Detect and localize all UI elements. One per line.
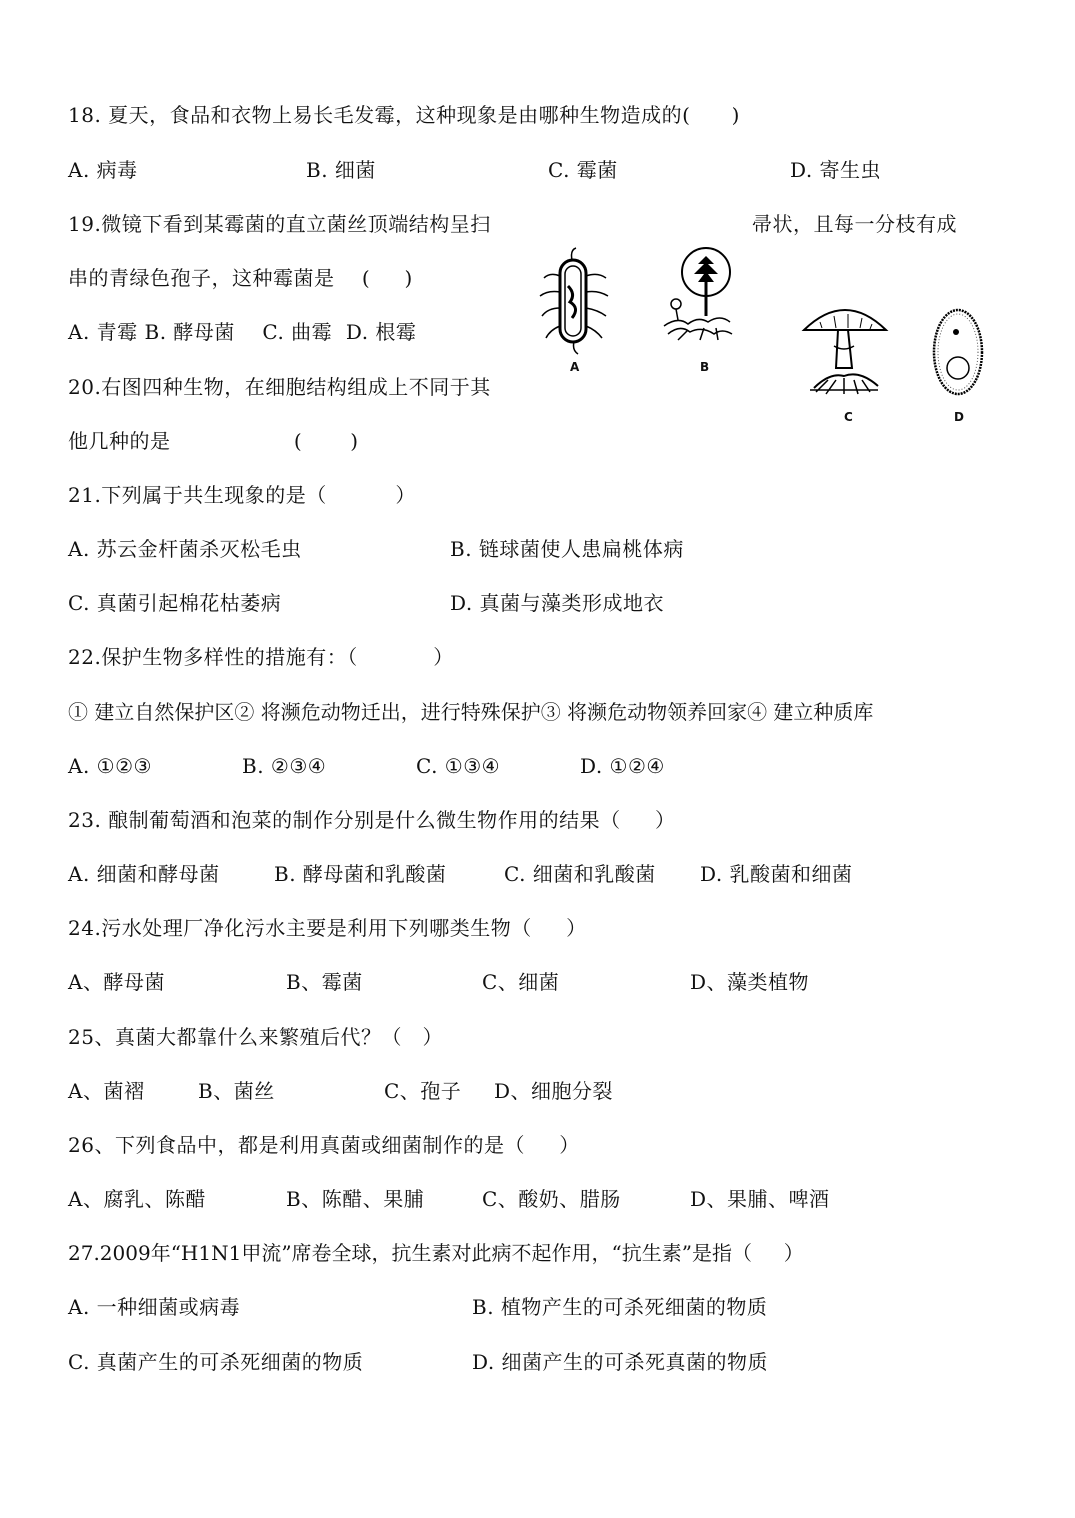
q27-option-c: C. 真菌产生的可杀死细菌的物质 <box>68 1350 364 1374</box>
q25-option-c: C、孢子 <box>384 1079 462 1103</box>
q21-option-c: C. 真菌引起棉花枯萎病 <box>68 591 282 615</box>
organism-figure <box>530 240 1000 430</box>
q27-option-a: A. 一种细菌或病毒 <box>68 1295 241 1319</box>
q18-option-b: B. 细菌 <box>306 158 376 182</box>
q22-items: ① 建立自然保护区② 将濒危动物迁出，进行特殊保护③ 将濒危动物领养回家④ 建立种质库 <box>68 700 874 724</box>
mushroom-icon <box>800 300 890 400</box>
q26-option-a: A、腐乳、陈醋 <box>68 1187 206 1211</box>
q27-stem: 27.2009年“H1N1甲流”席卷全球，抗生素对此病不起作用，“抗生素”是指（ ） <box>68 1241 804 1265</box>
bacterium-icon <box>536 246 616 356</box>
q21-option-a: A. 苏云金杆菌杀灭松毛虫 <box>68 537 302 561</box>
q24-option-b: B、霉菌 <box>286 970 363 994</box>
q24-option-d: D、藻类植物 <box>690 970 810 994</box>
q19-stem-line2: 串的青绿色孢子，这种霉菌是 ( ) <box>68 266 413 290</box>
q25-option-a: A、菌褶 <box>68 1079 145 1103</box>
q19-stem-left: 19.微镜下看到某霉菌的直立菌丝顶端结构呈扫 <box>68 212 491 236</box>
q25-option-d: D、细胞分裂 <box>494 1079 614 1103</box>
q22-option-b: B. ②③④ <box>242 754 327 778</box>
q20-stem: 20.右图四种生物，在细胞结构组成上不同于其 <box>68 375 491 399</box>
q21-stem: 21.下列属于共生现象的是（ ） <box>68 483 416 507</box>
q18-option-a: A. 病毒 <box>68 158 138 182</box>
q23-option-c: C. 细菌和乳酸菌 <box>504 862 656 886</box>
q24-option-a: A、酵母菌 <box>68 970 165 994</box>
figure-label-b: B <box>700 360 710 374</box>
mold-icon <box>658 246 738 346</box>
q19-options: A. 青霉 B. 酵母菌 C. 曲霉 D. 根霉 <box>68 320 417 344</box>
q22-option-d: D. ①②④ <box>580 754 665 778</box>
q26-stem: 26、下列食品中，都是利用真菌或细菌制作的是（ ） <box>68 1133 580 1157</box>
q23-stem: 23. 酿制葡萄酒和泡菜的制作分别是什么微生物作用的结果（ ） <box>68 808 676 832</box>
q22-option-a: A. ①②③ <box>68 754 152 778</box>
q18-option-d: D. 寄生虫 <box>790 158 882 182</box>
q18-stem: 18. 夏天，食品和衣物上易长毛发霉，这种现象是由哪种生物造成的( ) <box>68 103 740 127</box>
q23-option-a: A. 细菌和酵母菌 <box>68 862 220 886</box>
q21-option-b: B. 链球菌使人患扁桃体病 <box>450 537 684 561</box>
q26-option-c: C、酸奶、腊肠 <box>482 1187 621 1211</box>
figure-label-a: A <box>570 360 580 374</box>
q18-option-c: C. 霉菌 <box>548 158 618 182</box>
yeast-cell-icon <box>928 306 988 398</box>
q26-option-b: B、陈醋、果脯 <box>286 1187 425 1211</box>
q27-option-d: D. 细菌产生的可杀死真菌的物质 <box>472 1350 769 1374</box>
q24-stem: 24.污水处理厂净化污水主要是利用下列哪类生物（ ） <box>68 916 587 940</box>
q26-option-d: D、果脯、啤酒 <box>690 1187 830 1211</box>
q25-option-b: B、菌丝 <box>198 1079 275 1103</box>
q20-stem-line2: 他几种的是 ( ) <box>68 429 359 453</box>
q21-option-d: D. 真菌与藻类形成地衣 <box>450 591 665 615</box>
q19-stem-right: 帚状，且每一分枝有成 <box>752 212 957 236</box>
q24-option-c: C、细菌 <box>482 970 560 994</box>
figure-label-d: D <box>954 410 964 424</box>
figure-label-c: C <box>844 410 853 424</box>
q25-stem: 25、真菌大都靠什么来繁殖后代？（ ） <box>68 1025 444 1049</box>
q22-option-c: C. ①③④ <box>416 754 501 778</box>
q22-stem: 22.保护生物多样性的措施有：（ ） <box>68 645 454 669</box>
q23-option-d: D. 乳酸菌和细菌 <box>700 862 853 886</box>
q27-option-b: B. 植物产生的可杀死细菌的物质 <box>472 1295 768 1319</box>
q23-option-b: B. 酵母菌和乳酸菌 <box>274 862 447 886</box>
